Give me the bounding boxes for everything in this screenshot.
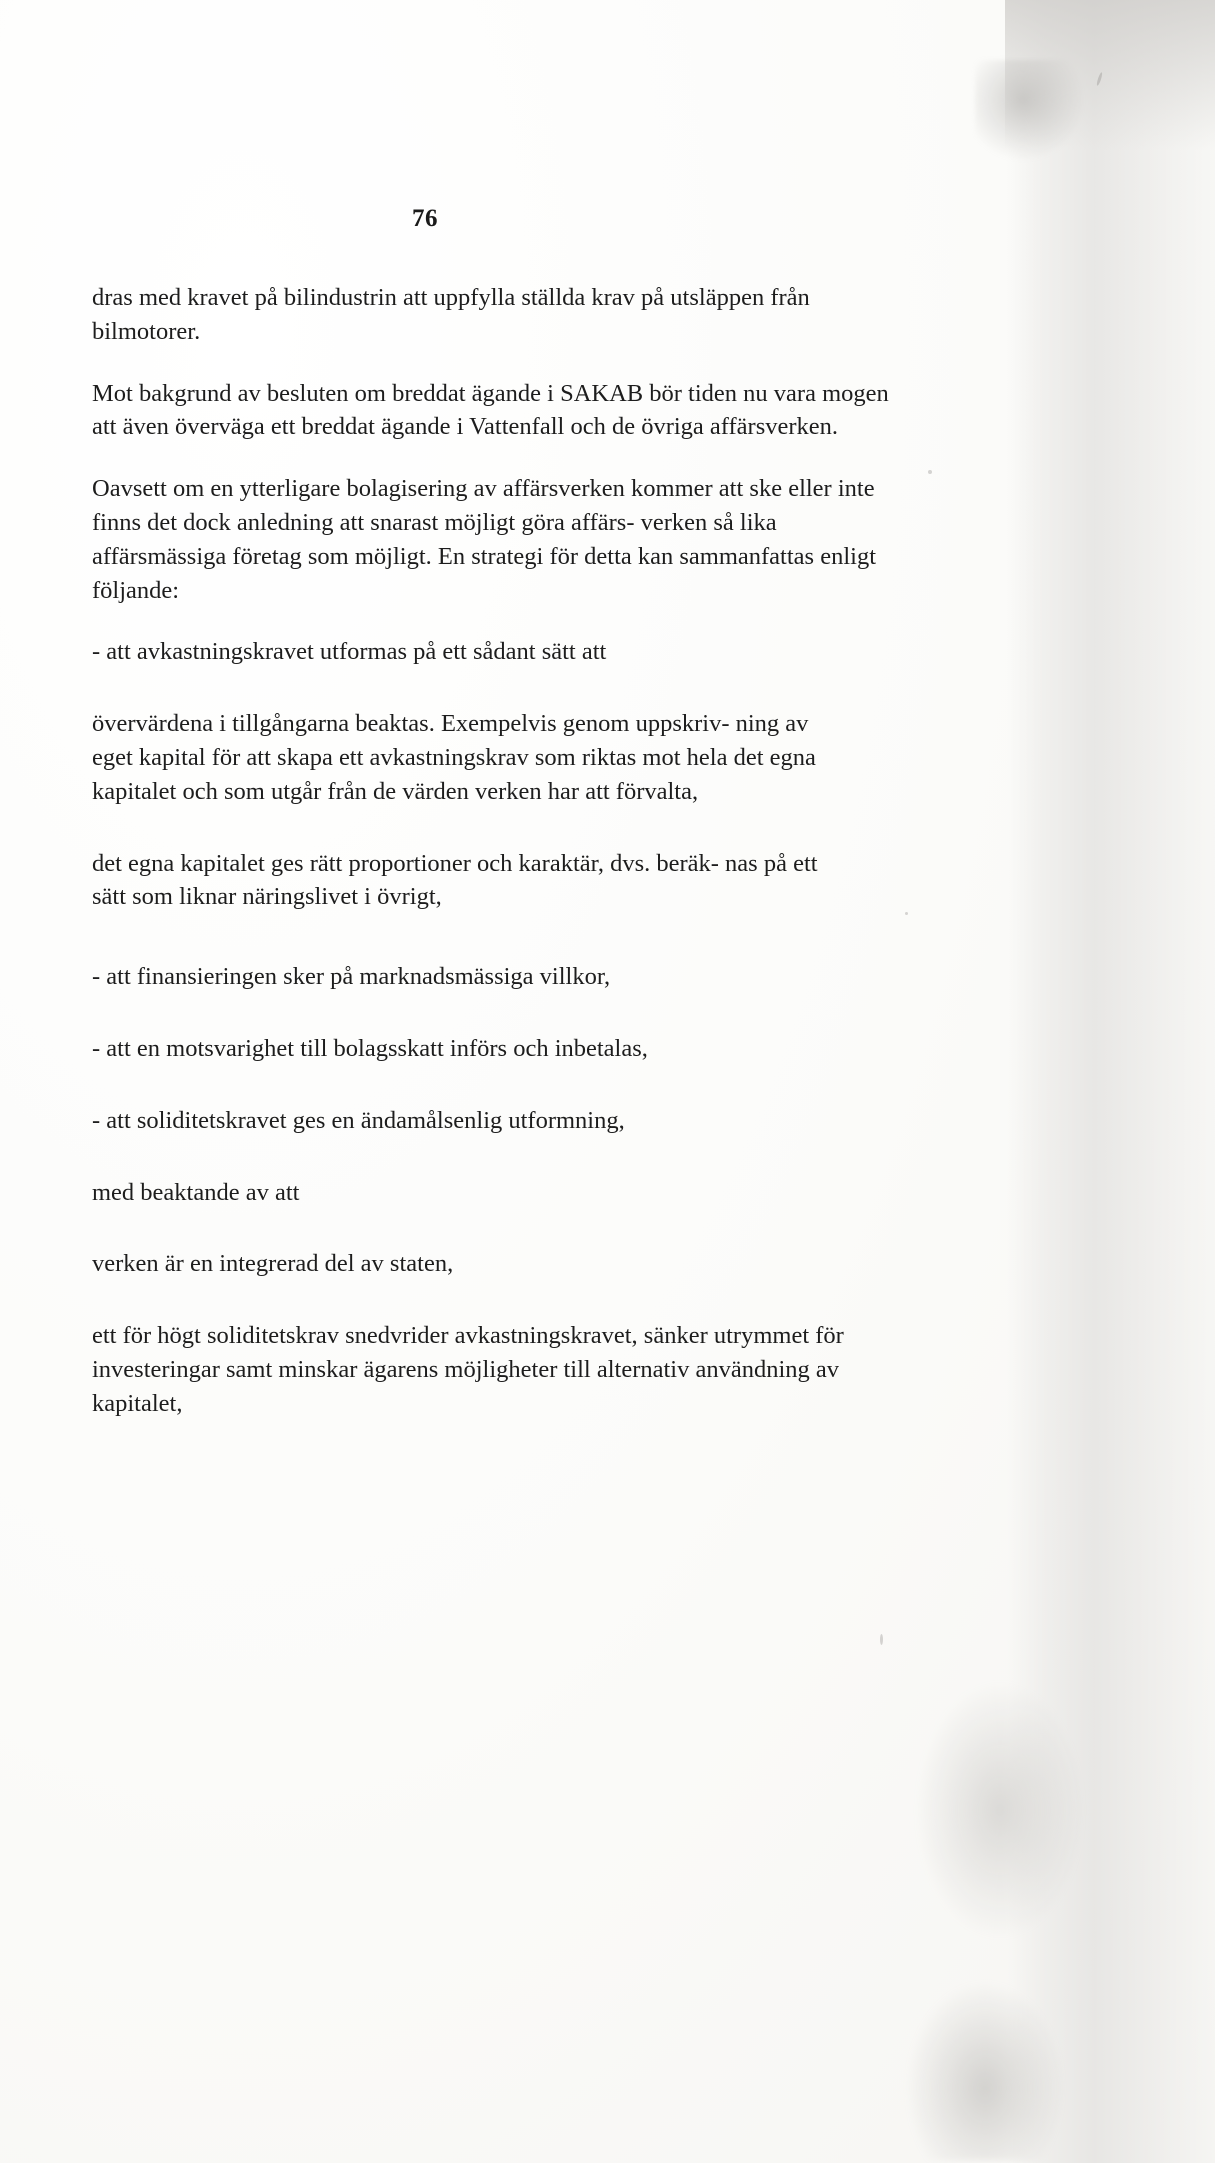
spacer	[92, 837, 912, 847]
spacer	[92, 1094, 912, 1104]
indented-paragraph: det egna kapitalet ges rätt proportioner och karaktär, dvs. beräk- nas på ett sätt som liknar näringslivet i övrigt,	[92, 849, 818, 911]
spacer	[92, 942, 912, 960]
spacer	[92, 1166, 912, 1176]
list-item-paragraph: - att finansieringen sker på marknadsmässiga villkor,	[92, 963, 611, 991]
spacer	[92, 1237, 912, 1247]
list-item-paragraph: - att soliditetskravet ges en ändamålsenlig utformning,	[92, 1106, 625, 1134]
body-text-column	[92, 281, 912, 1449]
spacer	[92, 1309, 912, 1319]
spacer	[92, 697, 912, 707]
indented-paragraph: verken är en integrerad del av staten,	[92, 1250, 454, 1278]
indented-paragraph: ett för högt soliditetskrav snedvrider avkastningskravet, sänker utrymmet för investeringar samt minskar ägarens möjligheter till alternativ användning av kapitalet,	[92, 1322, 844, 1417]
paragraph: dras med kravet på bilindustrin att uppfylla ställda krav på utsläppen från bilmotorer.	[92, 284, 810, 345]
paragraph: Mot bakgrund av besluten om breddat ägande i SAKAB bör tiden nu vara mogen att även överväga ett breddat ägande i Vattenfall och de övriga affärsverken.	[92, 379, 889, 441]
spacer	[92, 1022, 912, 1032]
paragraph: med beaktande av att	[92, 1178, 300, 1206]
page-number: 76	[412, 205, 438, 232]
indented-paragraph: övervärdena i tillgångarna beaktas. Exempelvis genom uppskriv- ning av eget kapital för att skapa ett avkastningskrav som riktas mot hela det egna kapitalet och som utgår från de värden verken har att förvalta,	[92, 710, 816, 805]
paragraph: Oavsett om en ytterligare bolagisering av affärsverken kommer att ske eller inte finns det dock anledning att snarast möjligt göra affärs- verken så lika affärsmässiga företag som möjligt. En strategi för detta kan sammanfattas enligt följande:	[92, 475, 876, 604]
list-item-paragraph: - att avkastningskravet utformas på ett sådant sätt att	[92, 638, 607, 666]
list-item-paragraph: - att en motsvarighet till bolagsskatt införs och inbetalas,	[92, 1034, 648, 1062]
